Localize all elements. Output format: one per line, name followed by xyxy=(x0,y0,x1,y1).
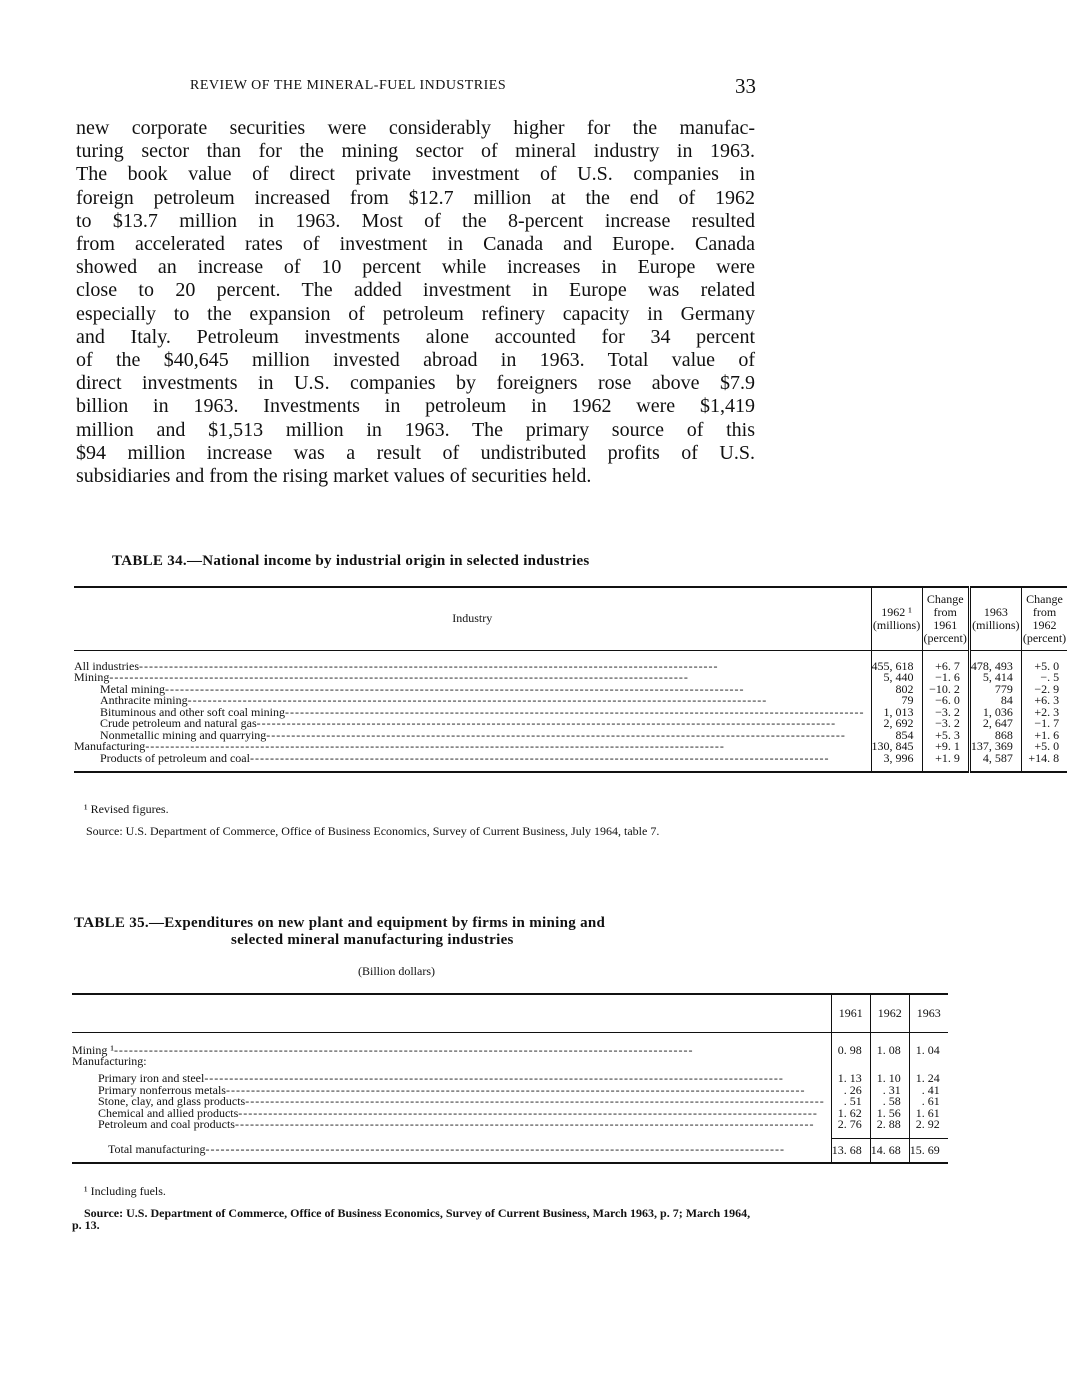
table-cell: 79 xyxy=(871,695,922,707)
body-line: The book value of direct private investment of U.S. companies in xyxy=(76,163,755,186)
table-cell: −1. 6 xyxy=(922,672,969,684)
total-row xyxy=(72,1139,948,1163)
table-cell: 1. 62 xyxy=(831,1108,870,1120)
row-label: Anthracite mining xyxy=(100,693,188,707)
table-cell: 802 xyxy=(871,684,922,696)
table-35-caption-line1: TABLE 35.—Expenditures on new plant and equipment by firms in mining and xyxy=(74,915,606,931)
body-paragraph xyxy=(76,117,755,488)
row-label: Stone, clay, and glass products xyxy=(98,1094,246,1108)
row-label: Crude petroleum and natural gas xyxy=(100,716,257,730)
table-cell: 1. 13 xyxy=(831,1068,870,1085)
body-line: close to 20 percent. The added investment in Europe was related xyxy=(76,279,755,302)
table-cell: 1. 04 xyxy=(915,1042,940,1057)
table-cell: . 58 xyxy=(870,1096,909,1108)
table-cell xyxy=(831,1056,870,1068)
dot-leader xyxy=(235,1119,825,1131)
running-title: REVIEW OF THE MINERAL-FUEL INDUSTRIES xyxy=(190,78,507,93)
table-cell: −. 5 xyxy=(1040,670,1060,684)
table-cell: +14. 8 xyxy=(1028,750,1060,765)
row-label: Metal mining xyxy=(100,681,165,696)
table-cell: +5. 0 xyxy=(1034,739,1060,753)
table-row xyxy=(74,650,1067,672)
table-cell: . 51 xyxy=(831,1096,870,1108)
table-cell: 1, 013 xyxy=(871,707,922,719)
table-cell: 2. 92 xyxy=(915,1117,940,1131)
table-34 xyxy=(74,586,1067,773)
body-line: $94 million increase was a result of undistributed profits of U.S. xyxy=(76,441,755,464)
table-cell: 0. 98 xyxy=(831,1032,870,1056)
table-cell: +6. 7 xyxy=(922,650,969,672)
table-cell: 2. 76 xyxy=(831,1119,870,1131)
table-35-caption-line2: selected mineral manufacturing industries xyxy=(231,932,514,948)
table-cell xyxy=(909,1056,948,1068)
row-label: Manufacturing: xyxy=(72,1054,147,1068)
table-cell: 779 xyxy=(969,684,1021,696)
col-header-1962: 1962 xyxy=(870,994,909,1032)
table-cell: 5, 414 xyxy=(969,672,1021,684)
col-header-change-1961: Change from 1961 (percent) xyxy=(922,587,969,650)
table-cell: 2. 88 xyxy=(870,1119,909,1131)
body-line: direct investments in U.S. companies by foreigners rose above $7.9 xyxy=(76,372,755,395)
total-cell: 13. 68 xyxy=(831,1139,870,1163)
table-cell: 455, 618 xyxy=(871,650,922,672)
row-label: Total manufacturing xyxy=(108,1142,206,1157)
row-label: Products of petroleum and coal xyxy=(100,750,250,765)
table-cell: 4, 587 xyxy=(969,753,1021,765)
table-35-footnote: ¹ Including fuels. xyxy=(84,1184,166,1198)
table-cell: 868 xyxy=(969,730,1021,742)
col-header-1962: 1962 ¹ (millions) xyxy=(871,587,922,650)
total-cell: 15. 69 xyxy=(909,1142,940,1157)
body-line: showed an increase of 10 percent while increases in Europe were xyxy=(76,256,755,279)
table-cell: 478, 493 xyxy=(969,650,1021,672)
table-cell: 3, 996 xyxy=(871,753,922,765)
body-line: from accelerated rates of investment in Canada and Europe. Canada xyxy=(76,233,755,256)
body-line: of the $40,645 million invested abroad in 1963. Total value of xyxy=(76,349,755,372)
table-cell: −2. 9 xyxy=(1034,681,1060,696)
body-line: billion in 1963. Investments in petroleum in 1962 were $1,419 xyxy=(76,395,755,418)
table-cell: +9. 1 xyxy=(922,741,969,753)
table-cell: 1. 10 xyxy=(870,1068,909,1085)
table-cell: −3. 2 xyxy=(922,718,969,730)
row-label: Mining xyxy=(74,670,110,684)
table-cell: +2. 3 xyxy=(1034,704,1060,719)
row-label: Bituminous and other soft coal mining xyxy=(100,704,285,719)
body-line: subsidiaries and from the rising market values of securities held. xyxy=(76,465,592,488)
table-cell: 84 xyxy=(969,695,1021,707)
body-line: especially to the expansion of petroleum refinery capacity in Germany xyxy=(76,302,755,325)
col-header-1961: 1961 xyxy=(831,994,870,1032)
row-label: Petroleum and coal products xyxy=(98,1117,235,1131)
table-row xyxy=(72,1032,948,1056)
running-header xyxy=(190,76,760,100)
col-header-change-1962: Change from 1962 (percent) xyxy=(1022,591,1067,645)
table-cell: . 31 xyxy=(870,1085,909,1097)
table-row xyxy=(72,1068,948,1085)
col-header-1963: 1963 (millions) xyxy=(969,587,1021,650)
col-header-industry: Industry xyxy=(74,587,871,650)
dot-leader xyxy=(114,1045,825,1057)
row-label: Manufacturing xyxy=(74,739,146,753)
table-cell: 137, 369 xyxy=(969,741,1021,753)
table-35 xyxy=(72,993,948,1164)
dot-leader xyxy=(205,1144,824,1156)
table-cell: +1. 6 xyxy=(1034,727,1060,742)
table-35-unit: (Billion dollars) xyxy=(358,964,435,978)
table-cell: 130, 845 xyxy=(871,741,922,753)
table-cell: 5, 440 xyxy=(871,672,922,684)
col-header-1963: 1963 xyxy=(916,1005,941,1020)
table-row xyxy=(72,1119,948,1131)
table-cell: 2, 692 xyxy=(871,718,922,730)
table-row xyxy=(74,753,1067,765)
table-cell: 1. 56 xyxy=(870,1108,909,1120)
table-cell: −3. 2 xyxy=(922,707,969,719)
table-row xyxy=(72,1056,948,1068)
table-34-caption: TABLE 34.—National income by industrial origin in selected industries xyxy=(112,553,590,569)
table-cell: −6. 0 xyxy=(922,695,969,707)
table-cell: 1, 036 xyxy=(969,707,1021,719)
row-label: Primary iron and steel xyxy=(98,1071,205,1085)
table-35-source: Source: U.S. Department of Commerce, Office of Business Economics, Survey of Current Business, March 1963, p. 7; March 1964, p. 13. xyxy=(72,1206,751,1232)
body-line: to $13.7 million in 1963. Most of the 8-percent increase resulted xyxy=(76,209,755,232)
table-34-footnote: ¹ Revised figures. xyxy=(84,802,169,816)
total-cell: 14. 68 xyxy=(870,1139,909,1163)
table-cell: 2, 647 xyxy=(969,718,1021,730)
table-cell: 1. 61 xyxy=(915,1105,940,1120)
row-label: Primary nonferrous metals xyxy=(98,1082,226,1097)
table-cell: +1. 9 xyxy=(922,753,969,765)
body-line: million and $1,513 million in 1963. The primary source of this xyxy=(76,418,755,441)
table-34-source: Source: U.S. Department of Commerce, Office of Business Economics, Survey of Current Business, July 1964, table 7. xyxy=(86,824,660,838)
table-cell: . 61 xyxy=(921,1094,940,1108)
body-line: new corporate securities were considerably higher for the manufac- xyxy=(76,117,755,139)
body-line: foreign petroleum increased from $12.7 million at the end of 1962 xyxy=(76,186,755,209)
row-label: Nonmetallic mining and quarrying xyxy=(100,727,267,742)
table-cell: +6. 3 xyxy=(1034,693,1060,707)
row-label: Mining ¹ xyxy=(72,1042,114,1057)
page-number: 33 xyxy=(735,74,756,98)
table-cell: 1. 08 xyxy=(870,1032,909,1056)
table-cell xyxy=(870,1056,909,1068)
row-label: All industries xyxy=(74,658,139,673)
table-cell: +5. 0 xyxy=(1034,658,1060,673)
table-cell: . 26 xyxy=(831,1085,870,1097)
table-cell: 854 xyxy=(871,730,922,742)
body-line: and Italy. Petroleum investments alone accounted for 34 percent xyxy=(76,325,755,348)
row-label: Chemical and allied products xyxy=(98,1105,239,1120)
table-cell: . 41 xyxy=(921,1082,940,1097)
table-cell: −10. 2 xyxy=(922,684,969,696)
dot-leader xyxy=(250,753,865,765)
table-cell: 1. 24 xyxy=(915,1071,940,1085)
body-line: turing sector than for the mining sector of mineral industry in 1963. xyxy=(76,140,755,163)
table-cell: +5. 3 xyxy=(922,730,969,742)
table-cell: −1. 7 xyxy=(1034,716,1060,730)
